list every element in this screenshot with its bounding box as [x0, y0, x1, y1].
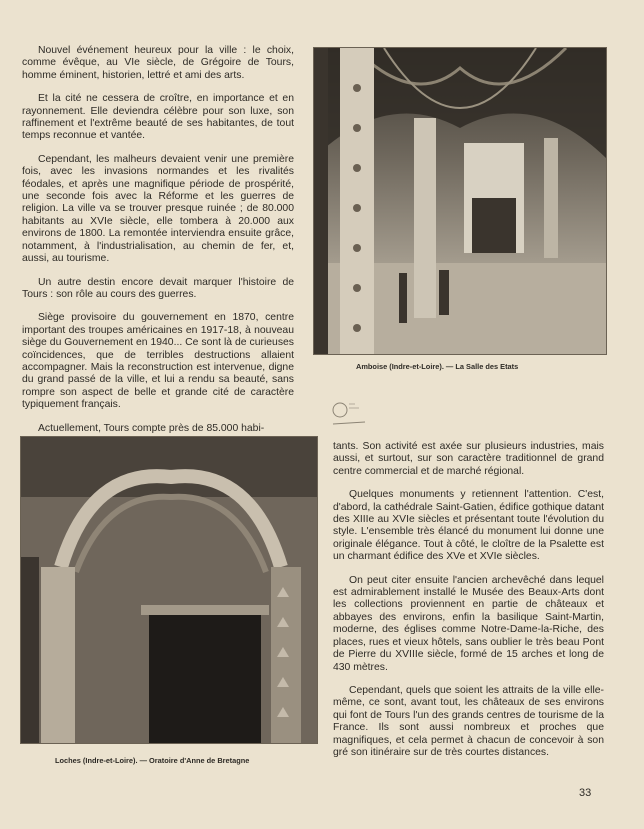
text-column-left: [22, 45, 294, 435]
paragraph: Siège provisoire du gouvernement en 1870, centre important des troupes américaines en 1917-18, à nouveau siège du Gouvernement en 1940... Ce sont là de curieuses coïncidences, que de terribles destructions allaient accompagner. Mais la reconstruction est intervenue, digne du grand passé de la ville, et lui a rendu sa beauté, sans rompre son aspect de belle et grande cité de caractère typiquement français.: [22, 312, 294, 411]
page-number: 33: [579, 787, 592, 799]
vaulted-hall-illustration: [314, 48, 606, 354]
paragraph: tants. Son activité est axée sur plusieurs industries, mais aussi, et surtout, sur son caractère traditionnel de grand centre commercial et de marché régional.: [333, 441, 604, 477]
paragraph: Et la cité ne cessera de croître, en importance et en rayonnement. Elle deviendra célèbre pour son luxe, son raffinement et l'extrême beauté de ses habitantes, de tout temps reconnue et vantée.: [22, 93, 294, 142]
paragraph: Cependant, les malheurs devaient venir une première fois, avec les invasions normandes et les rivalités féodales, et après une magnifique période de prospérité, une seconde fois avec la Réforme et les guerres de religion. La ville va se trouver presque ruinée ; de 80.000 habitants au XVIe siècle, elle tombera à 20.000 aux environs de 1800. La remontée interviendra ensuite grâce, notamment, à l'industrialisation, au chemin de fer, et, aussi, au tourisme.: [22, 153, 294, 265]
paragraph: On peut citer ensuite l'ancien archevêché dans lequel est admirablement installé le Musée des Beaux-Arts dont les collections proviennent en partie de châteaux et abbayes des environs, enfin la basilique Saint-Martin, moderne, des églises comme Notre-Dame-la-Riche, des places, rues et vieux hôtels, sans oublier le très beau Pont de Pierre du XVIIIe siècle, formé de 15 arches et long de 430 mètres.: [333, 574, 604, 673]
paragraph: Un autre destin encore devait marquer l'histoire de Tours : son rôle au cours des guerres.: [22, 276, 294, 300]
text-column-right: [333, 441, 604, 759]
paragraph: Quelques monuments y retiennent l'attention. C'est, d'abord, la cathédrale Saint-Gatien, édifice gothique datant des XIIIe au XVIe siècles et présentant toute l'évolution du style. L'ensemble très élancé du monument lui donne une originale élégance. Tout à côté, le cloître de la Psalette est un charmant édifice des XVe et XVIe siècles.: [333, 489, 604, 563]
photo-caption: Amboise (Indre-et-Loire). — La Salle des Etats: [356, 362, 519, 371]
paragraph: Actuellement, Tours compte près de 85.000 habi-: [38, 422, 265, 434]
ink-smudge-icon: [325, 398, 375, 428]
paragraph: Cependant, quels que soient les attraits de la ville elle-même, ce sont, avant tout, les châteaux de ses environs qui font de Tours l'un des grands centres de tourisme de la France. Ils sont aussi nombreux et proches que magnifiques, et cela permet à chacun de concevoir à son gré son itinéraire sur de très courtes distances.: [333, 684, 604, 758]
paragraph: Nouvel événement heureux pour la ville : le choix, comme évêque, au VIe siècle, de Grégoire de Tours, homme éminent, historien, lettré et ami des arts.: [22, 45, 294, 81]
photo-salle-des-etats: [313, 47, 607, 355]
carved-doorway-illustration: [21, 437, 317, 743]
photo-oratoire: [20, 436, 318, 744]
photo-caption: Loches (Indre-et-Loire). — Oratoire d'Anne de Bretagne: [55, 756, 250, 765]
